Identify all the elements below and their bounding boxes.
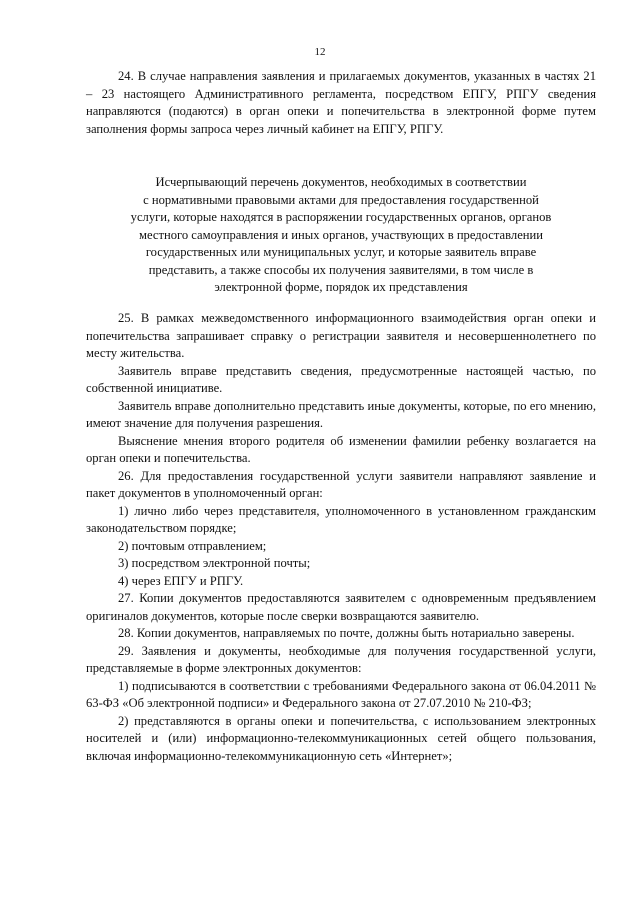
paragraph-26: 26. Для предоставления государственной услуги заявители направляют заявление и пакет документов в уполномоченный орган: xyxy=(86,468,596,500)
list-item: 3) посредством электронной почты; xyxy=(118,556,311,570)
list-item: 2) почтовым отправлением; xyxy=(118,538,267,553)
heading-line: местного самоуправления и иных органов, участвующих в предоставлении xyxy=(138,227,544,242)
heading-line: государственных или муниципальных услуг, и которые заявитель вправе xyxy=(145,245,537,259)
heading-line: услуги, которые находятся в распоряжении государственных органов, органов xyxy=(130,210,552,224)
section-heading xyxy=(86,174,596,297)
paragraph-28: 28. Копии документов, направляемых по почте, должны быть нотариально заверены. xyxy=(118,626,575,640)
heading-line: электронной форме, порядок их представления xyxy=(214,280,468,294)
paragraph: Заявитель вправе дополнительно представить иные документы, которые, по его мнению, имеют значение для получения разрешения. xyxy=(86,398,596,430)
heading-line: Исчерпывающий перечень документов, необходимых в соответствии xyxy=(155,175,527,189)
list-item: 1) лично либо через представителя, уполномоченного в установленном гражданским законодательством порядке; xyxy=(86,503,596,535)
page-number: 12 xyxy=(314,46,326,58)
paragraph: Заявитель вправе представить сведения, предусмотренные настоящей частью, по собственной инициативе. xyxy=(86,363,596,395)
section-body xyxy=(86,310,596,765)
paragraph-29: 29. Заявления и документы, необходимые для получения государственной услуги, представляемые в форме электронных документов: xyxy=(86,643,596,675)
list-item: 4) через ЕПГУ и РПГУ. xyxy=(118,573,244,588)
section-24 xyxy=(86,68,596,138)
paragraph-27: 27. Копии документов предоставляются заявителем с одновременным предъявлением оригиналов документов, которые после сверки возвращаются заявителю. xyxy=(86,591,596,623)
list-item: 1) подписываются в соответствии с требованиями Федерального закона от 06.04.2011 № 63-ФЗ «Об электронной подписи» и Федерального закона от 27.07.2010 № 210-ФЗ; xyxy=(86,678,596,710)
paragraph: Выяснение мнения второго родителя об изменении фамилии ребенку возлагается на орган опеки и попечительства. xyxy=(86,433,596,465)
heading-line: с нормативными правовыми актами для предоставления государственной xyxy=(143,192,539,207)
paragraph-25: 25. В рамках межведомственного информационного взаимодействия орган опеки и попечительства запрашивает справку о регистрации заявителя и несовершеннолетнего по месту жительства. xyxy=(86,311,596,360)
list-item: 2) представляются в органы опеки и попечительства, с использованием электронных носителей и (или) информационно-телекоммуникационных сетей общего пользования, включая информационно-телекоммуникационную сеть «Интернет»; xyxy=(86,713,596,763)
paragraph-24: 24. В случае направления заявления и прилагаемых документов, указанных в частях 21 – 23 настоящего Административного регламента, посредством ЕПГУ, РПГУ сведения направляются (подаются) в орган опеки и попечительства в электронной форме путем заполнения формы запроса через личный кабинет на ЕПГУ, РПГУ. xyxy=(86,69,596,136)
heading-line: представить, а также способы их получения заявителями, в том числе в xyxy=(148,262,534,277)
